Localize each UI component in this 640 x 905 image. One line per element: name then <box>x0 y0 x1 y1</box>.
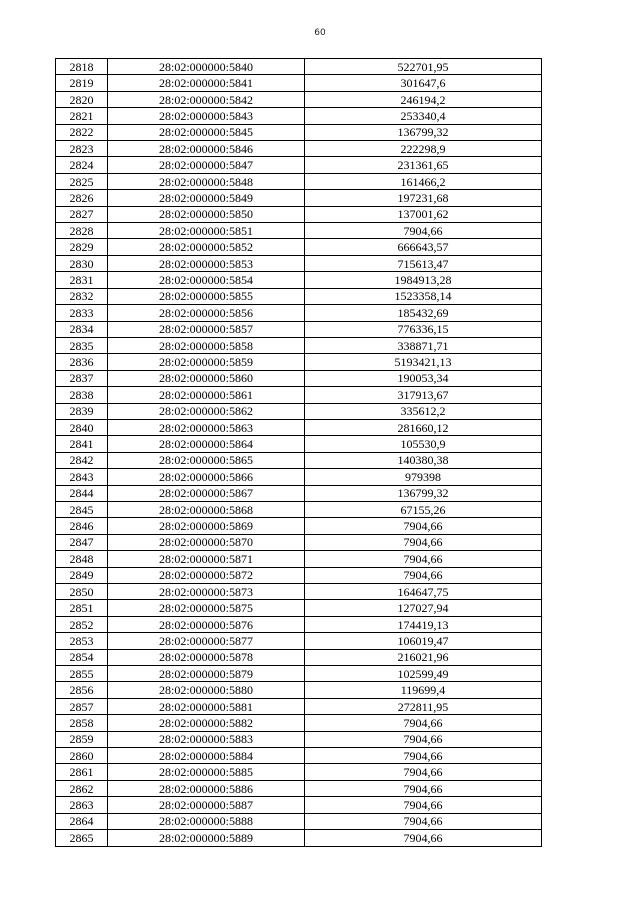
table-row <box>56 501 542 517</box>
table-row <box>56 715 542 731</box>
row-number-cell: 2845 <box>56 501 108 517</box>
table-row <box>56 419 542 435</box>
table-row <box>56 272 542 288</box>
row-number-cell: 2847 <box>56 534 108 550</box>
row-number-cell: 2835 <box>56 337 108 353</box>
value-cell: 335612,2 <box>305 403 542 419</box>
value-cell: 7904,66 <box>305 223 542 239</box>
table-row <box>56 354 542 370</box>
table-row <box>56 813 542 829</box>
value-cell: 216021,96 <box>305 649 542 665</box>
table-row <box>56 649 542 665</box>
value-cell: 7904,66 <box>305 748 542 764</box>
table-row <box>56 534 542 550</box>
table-row <box>56 633 542 649</box>
table-row <box>56 682 542 698</box>
row-number-cell: 2864 <box>56 813 108 829</box>
cadastral-number-cell: 28:02:000000:5886 <box>108 780 305 796</box>
value-cell: 222298,9 <box>305 141 542 157</box>
cadastral-number-cell: 28:02:000000:5884 <box>108 748 305 764</box>
table-row <box>56 403 542 419</box>
row-number-cell: 2834 <box>56 321 108 337</box>
cadastral-number-cell: 28:02:000000:5877 <box>108 633 305 649</box>
table-row <box>56 223 542 239</box>
row-number-cell: 2850 <box>56 584 108 600</box>
row-number-cell: 2827 <box>56 206 108 222</box>
table-row <box>56 567 542 583</box>
row-number-cell: 2829 <box>56 239 108 255</box>
value-cell: 137001,62 <box>305 206 542 222</box>
value-cell: 185432,69 <box>305 305 542 321</box>
value-cell: 102599,49 <box>305 666 542 682</box>
value-cell: 106019,47 <box>305 633 542 649</box>
cadastral-number-cell: 28:02:000000:5860 <box>108 370 305 386</box>
value-cell: 7904,66 <box>305 534 542 550</box>
cadastral-number-cell: 28:02:000000:5854 <box>108 272 305 288</box>
value-cell: 7904,66 <box>305 551 542 567</box>
table-row <box>56 157 542 173</box>
row-number-cell: 2854 <box>56 649 108 665</box>
table-row <box>56 731 542 747</box>
row-number-cell: 2853 <box>56 633 108 649</box>
table-row <box>56 387 542 403</box>
value-cell: 197231,68 <box>305 190 542 206</box>
value-cell: 666643,57 <box>305 239 542 255</box>
value-cell: 7904,66 <box>305 813 542 829</box>
cadastral-number-cell: 28:02:000000:5880 <box>108 682 305 698</box>
cadastral-number-cell: 28:02:000000:5882 <box>108 715 305 731</box>
cadastral-number-cell: 28:02:000000:5865 <box>108 452 305 468</box>
table-row <box>56 830 542 846</box>
value-cell: 1523358,14 <box>305 288 542 304</box>
row-number-cell: 2865 <box>56 830 108 846</box>
row-number-cell: 2818 <box>56 59 108 75</box>
cadastral-number-cell: 28:02:000000:5866 <box>108 469 305 485</box>
value-cell: 7904,66 <box>305 830 542 846</box>
cadastral-number-cell: 28:02:000000:5861 <box>108 387 305 403</box>
row-number-cell: 2819 <box>56 75 108 91</box>
cadastral-number-cell: 28:02:000000:5878 <box>108 649 305 665</box>
value-cell: 7904,66 <box>305 764 542 780</box>
cadastral-number-cell: 28:02:000000:5872 <box>108 567 305 583</box>
table-row <box>56 173 542 189</box>
value-cell: 174419,13 <box>305 616 542 632</box>
cadastral-number-cell: 28:02:000000:5885 <box>108 764 305 780</box>
table-row <box>56 764 542 780</box>
value-cell: 140380,38 <box>305 452 542 468</box>
table-row <box>56 321 542 337</box>
row-number-cell: 2851 <box>56 600 108 616</box>
table-row <box>56 91 542 107</box>
cadastral-number-cell: 28:02:000000:5889 <box>108 830 305 846</box>
row-number-cell: 2856 <box>56 682 108 698</box>
cadastral-number-cell: 28:02:000000:5879 <box>108 666 305 682</box>
value-cell: 164647,75 <box>305 584 542 600</box>
cadastral-number-cell: 28:02:000000:5873 <box>108 584 305 600</box>
cadastral-number-cell: 28:02:000000:5868 <box>108 501 305 517</box>
cadastral-number-cell: 28:02:000000:5870 <box>108 534 305 550</box>
row-number-cell: 2831 <box>56 272 108 288</box>
row-number-cell: 2857 <box>56 698 108 714</box>
cadastral-number-cell: 28:02:000000:5881 <box>108 698 305 714</box>
row-number-cell: 2830 <box>56 255 108 271</box>
row-number-cell: 2833 <box>56 305 108 321</box>
cadastral-number-cell: 28:02:000000:5855 <box>108 288 305 304</box>
row-number-cell: 2832 <box>56 288 108 304</box>
value-cell: 301647,6 <box>305 75 542 91</box>
cadastral-number-cell: 28:02:000000:5841 <box>108 75 305 91</box>
value-cell: 7904,66 <box>305 567 542 583</box>
table-row <box>56 75 542 91</box>
row-number-cell: 2862 <box>56 780 108 796</box>
row-number-cell: 2837 <box>56 370 108 386</box>
cadastral-number-cell: 28:02:000000:5863 <box>108 419 305 435</box>
value-cell: 246194,2 <box>305 91 542 107</box>
cadastral-number-cell: 28:02:000000:5864 <box>108 436 305 452</box>
row-number-cell: 2828 <box>56 223 108 239</box>
row-number-cell: 2855 <box>56 666 108 682</box>
cadastral-number-cell: 28:02:000000:5862 <box>108 403 305 419</box>
table-row <box>56 584 542 600</box>
value-cell: 979398 <box>305 469 542 485</box>
value-cell: 7904,66 <box>305 780 542 796</box>
table-row <box>56 469 542 485</box>
table-row <box>56 108 542 124</box>
row-number-cell: 2861 <box>56 764 108 780</box>
row-number-cell: 2858 <box>56 715 108 731</box>
cadastral-number-cell: 28:02:000000:5859 <box>108 354 305 370</box>
row-number-cell: 2840 <box>56 419 108 435</box>
value-cell: 136799,32 <box>305 485 542 501</box>
value-cell: 281660,12 <box>305 419 542 435</box>
table-row <box>56 485 542 501</box>
value-cell: 190053,34 <box>305 370 542 386</box>
cadastral-number-cell: 28:02:000000:5845 <box>108 124 305 140</box>
row-number-cell: 2859 <box>56 731 108 747</box>
cadastral-number-cell: 28:02:000000:5856 <box>108 305 305 321</box>
cadastral-number-cell: 28:02:000000:5876 <box>108 616 305 632</box>
cadastral-number-cell: 28:02:000000:5853 <box>108 255 305 271</box>
value-cell: 7904,66 <box>305 715 542 731</box>
table-row <box>56 124 542 140</box>
row-number-cell: 2843 <box>56 469 108 485</box>
row-number-cell: 2836 <box>56 354 108 370</box>
table-row <box>56 190 542 206</box>
table-row <box>56 797 542 813</box>
table-row <box>56 698 542 714</box>
table-row <box>56 255 542 271</box>
value-cell: 7904,66 <box>305 731 542 747</box>
cadastral-number-cell: 28:02:000000:5887 <box>108 797 305 813</box>
table-row <box>56 206 542 222</box>
cadastral-number-cell: 28:02:000000:5848 <box>108 173 305 189</box>
value-cell: 119699,4 <box>305 682 542 698</box>
row-number-cell: 2849 <box>56 567 108 583</box>
cadastral-number-cell: 28:02:000000:5846 <box>108 141 305 157</box>
row-number-cell: 2826 <box>56 190 108 206</box>
cadastral-number-cell: 28:02:000000:5851 <box>108 223 305 239</box>
cadastral-number-cell: 28:02:000000:5843 <box>108 108 305 124</box>
value-cell: 67155,26 <box>305 501 542 517</box>
cadastral-number-cell: 28:02:000000:5849 <box>108 190 305 206</box>
table-row <box>56 141 542 157</box>
value-cell: 317913,67 <box>305 387 542 403</box>
table-row <box>56 337 542 353</box>
cadastral-number-cell: 28:02:000000:5871 <box>108 551 305 567</box>
cadastral-number-cell: 28:02:000000:5858 <box>108 337 305 353</box>
table-row <box>56 780 542 796</box>
table-row <box>56 666 542 682</box>
value-cell: 272811,95 <box>305 698 542 714</box>
cadastral-number-cell: 28:02:000000:5883 <box>108 731 305 747</box>
row-number-cell: 2846 <box>56 518 108 534</box>
table-row <box>56 370 542 386</box>
cadastral-number-cell: 28:02:000000:5869 <box>108 518 305 534</box>
value-cell: 1984913,28 <box>305 272 542 288</box>
row-number-cell: 2838 <box>56 387 108 403</box>
table-row <box>56 616 542 632</box>
table-row <box>56 748 542 764</box>
value-cell: 161466,2 <box>305 173 542 189</box>
value-cell: 7904,66 <box>305 797 542 813</box>
cadastral-number-cell: 28:02:000000:5875 <box>108 600 305 616</box>
cadastral-number-cell: 28:02:000000:5857 <box>108 321 305 337</box>
row-number-cell: 2824 <box>56 157 108 173</box>
row-number-cell: 2839 <box>56 403 108 419</box>
row-number-cell: 2822 <box>56 124 108 140</box>
value-cell: 715613,47 <box>305 255 542 271</box>
table-body <box>56 59 542 847</box>
value-cell: 136799,32 <box>305 124 542 140</box>
table-row <box>56 288 542 304</box>
table-row <box>56 551 542 567</box>
row-number-cell: 2860 <box>56 748 108 764</box>
value-cell: 338871,71 <box>305 337 542 353</box>
row-number-cell: 2821 <box>56 108 108 124</box>
cadastral-number-cell: 28:02:000000:5867 <box>108 485 305 501</box>
value-cell: 522701,95 <box>305 59 542 75</box>
table-row <box>56 518 542 534</box>
value-cell: 105530,9 <box>305 436 542 452</box>
cadastral-number-cell: 28:02:000000:5852 <box>108 239 305 255</box>
row-number-cell: 2848 <box>56 551 108 567</box>
row-number-cell: 2844 <box>56 485 108 501</box>
table-row <box>56 239 542 255</box>
value-cell: 7904,66 <box>305 518 542 534</box>
row-number-cell: 2825 <box>56 173 108 189</box>
value-cell: 231361,65 <box>305 157 542 173</box>
cadastral-value-table <box>55 58 542 847</box>
cadastral-number-cell: 28:02:000000:5847 <box>108 157 305 173</box>
table-row <box>56 436 542 452</box>
row-number-cell: 2820 <box>56 91 108 107</box>
table-row <box>56 452 542 468</box>
table-row <box>56 305 542 321</box>
table-row <box>56 600 542 616</box>
table-row <box>56 59 542 75</box>
cadastral-number-cell: 28:02:000000:5840 <box>108 59 305 75</box>
page-number: 60 <box>314 28 326 38</box>
row-number-cell: 2863 <box>56 797 108 813</box>
value-cell: 776336,15 <box>305 321 542 337</box>
row-number-cell: 2842 <box>56 452 108 468</box>
row-number-cell: 2841 <box>56 436 108 452</box>
value-cell: 5193421,13 <box>305 354 542 370</box>
cadastral-number-cell: 28:02:000000:5888 <box>108 813 305 829</box>
value-cell: 127027,94 <box>305 600 542 616</box>
cadastral-number-cell: 28:02:000000:5842 <box>108 91 305 107</box>
value-cell: 253340,4 <box>305 108 542 124</box>
row-number-cell: 2852 <box>56 616 108 632</box>
row-number-cell: 2823 <box>56 141 108 157</box>
cadastral-number-cell: 28:02:000000:5850 <box>108 206 305 222</box>
